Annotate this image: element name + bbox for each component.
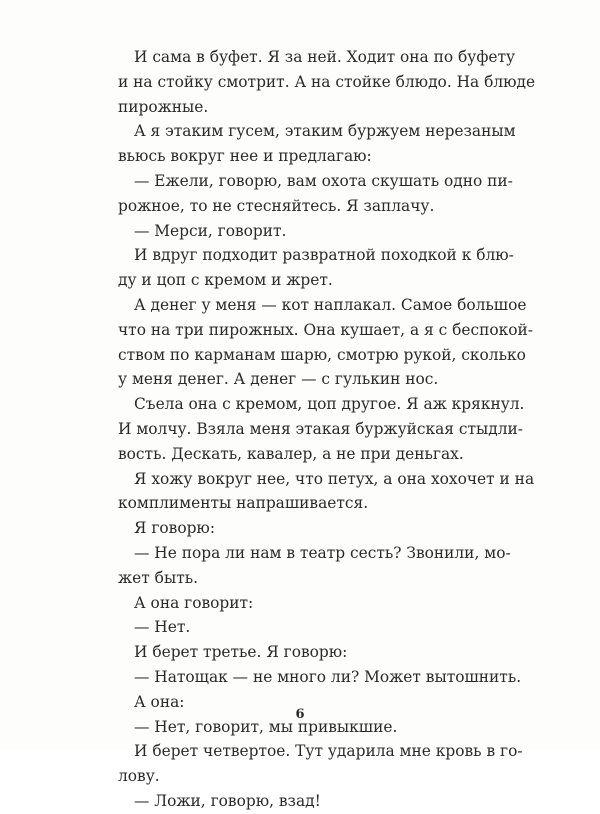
text-line: ством по карманам шарю, смотрю рукой, сколько xyxy=(118,345,526,364)
text-line: — Ложи, говорю, взад! xyxy=(134,791,321,810)
text-line: — Мерси, говорит. xyxy=(134,221,287,240)
text-line: вость. Дескать, кавалер, а не при деньгах. xyxy=(118,444,464,463)
text-line: — Нет. xyxy=(134,618,191,637)
text-line: — Ежели, говорю, вам охота скушать одно пи- xyxy=(134,171,513,190)
text-line: И вдруг подходит развратной походкой к блю- xyxy=(134,246,514,265)
text-line: И сама в буфет. Я за ней. Ходит она по буфету xyxy=(134,48,516,66)
text-line: Я говорю: xyxy=(134,519,216,538)
text-line: жет быть. xyxy=(118,568,198,587)
page-number: 6 xyxy=(295,707,305,722)
text-line: Я хожу вокруг нее, что петух, а она хохочет и на xyxy=(134,469,535,488)
text-line: пирожные. xyxy=(118,97,209,116)
text-line: — Натощак — не много ли? Может вытошнить. xyxy=(134,667,522,686)
text-line: лову. xyxy=(118,767,160,786)
text-line: А она: xyxy=(134,692,185,711)
text-line: — Не пора ли нам в театр сесть? Звонили, мо- xyxy=(134,543,511,562)
text-line: А денег у меня — кот наплакал. Самое большое xyxy=(134,295,527,314)
text-line: И берет третье. Я говорю: xyxy=(134,643,348,662)
text-line: комплименты напрашивается. xyxy=(118,494,369,513)
text-line: ду и цоп с кремом и жрет. xyxy=(118,271,333,290)
body-text xyxy=(118,45,536,814)
text-line: А я этаким гусем, этаким буржуем нерезаным xyxy=(134,122,516,141)
text-line: что на три пирожных. Она кушает, а я с беспокой- xyxy=(118,320,534,339)
text-line: и на стойку смотрит. А на стойке блюдо. На блюде xyxy=(118,72,536,91)
text-line: вьюсь вокруг нее и предлагаю: xyxy=(118,147,372,166)
text-line: Съела она с кремом, цоп другое. Я аж крякнул. xyxy=(134,395,525,414)
text-line: рожное, то не стесняйтесь. Я заплачу. xyxy=(118,196,435,215)
text-line: у меня денег. А денег — с гулькин нос. xyxy=(118,370,439,389)
text-line: — Нет, говорит, мы привыкшие. xyxy=(134,717,398,736)
text-line: И берет четвертое. Тут ударила мне кровь в го- xyxy=(134,742,523,761)
text-line: А она говорит: xyxy=(134,593,254,612)
text-line: И молчу. Взяла меня этакая буржуйская стыдли- xyxy=(118,419,524,438)
